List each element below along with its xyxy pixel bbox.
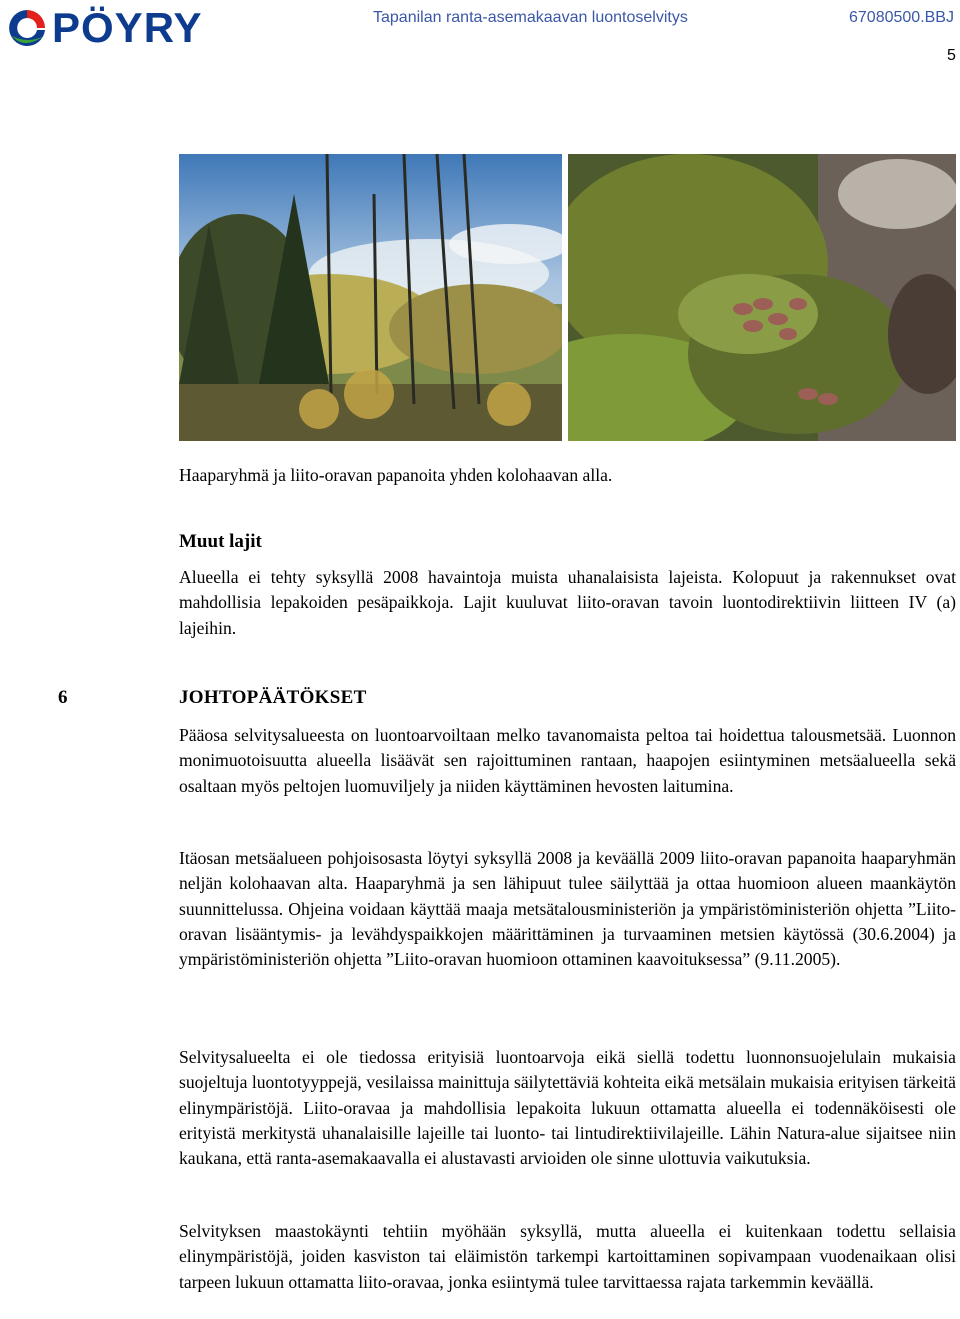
logo-swirl-icon bbox=[4, 6, 50, 50]
squirrel-droppings-photo bbox=[568, 154, 956, 441]
section-title: JOHTOPÄÄTÖKSET bbox=[179, 687, 367, 708]
page-header bbox=[0, 0, 960, 70]
logo-text: PÖYRY bbox=[52, 4, 203, 51]
figure-caption: Haaparyhmä ja liito-oravan papanoita yhden kolohaavan alla. bbox=[179, 465, 613, 485]
paragraph: Pääosa selvitysalueesta on luontoarvoiltaan melko tavanomaista peltoa tai hoidettua talousmetsää. Luonnon monimuotoisuutta alueella lisäävät sen rajoittuminen rantaan, haapojen esiintyminen metsäalueella sekä osaltaan myös peltojen luomuviljely ja niiden käyttäminen hevosten laitumina. bbox=[179, 725, 956, 796]
aspen-group-photo bbox=[179, 154, 562, 441]
subsection-title: Muut lajit bbox=[179, 531, 262, 552]
paragraph: Alueella ei tehty syksyllä 2008 havaintoja muista uhanalaisista lajeista. Kolopuut ja rakennukset ovat mahdollisia lepakoiden pesäpaikkoja. Lajit kuuluvat liito-oravan tavoin luontodirektiivin liitteen IV (a) lajeihin. bbox=[179, 567, 956, 638]
document-code: 67080500.BBJ bbox=[849, 9, 954, 26]
paragraph: Selvitysalueelta ei ole tiedossa erityisiä luontoarvoja eikä siellä todettu luonnonsuojelulain mukaisia suojeltuja luontotyyppejä, vesilaissa mainittuja säilytettäviä kohteita eikä metsälain mukaisia erityisen tärkeitä elinympäristöjä. Liito-oravaa ja mahdollisia lepakoita lukuun ottamatta alueella ei todennäköisesti ole erityistä merkitystä uhanalaisille lajeille tai luonto- tai lintudirektiivilajeille. Lähin Natura-alue sijaitsee niin kaukana, että ranta-asemakaavalla ei alustavasti arvioiden ole sinne ulottuvia vaikutuksia. bbox=[179, 1047, 956, 1169]
paragraph: Itäosan metsäalueen pohjoisosasta löytyi syksyllä 2008 ja keväällä 2009 liito-oravan papanoita haaparyhmän neljän kolohaavan alta. Haaparyhmä ja sen lähipuut tulee säilyttää ja ottaa huomioon alueen maankäytön suunnittelussa. Ohjeina voidaan käyttää maaja metsätalousministeriön ja ympäristöministeriön ohjetta ”Liito-oravan lisääntymis- ja levähdyspaikkojen määrittäminen ja turvaaminen metsien käytössä (30.6.2004) ja ympäristöministeriön ohjetta ”Liito-oravan huomioon ottaminen kaavoituksessa” (9.11.2005). bbox=[179, 848, 956, 970]
document-title: Tapanilan ranta-asemakaavan luontoselvitys bbox=[373, 9, 688, 26]
paragraph: Selvityksen maastokäynti tehtiin myöhään syksyllä, mutta alueella ei kuitenkaan todettu sellaisia elinympäristöjä, joiden kasviston tai eläimistön tarkempi kartoittaminen sopivampaan vuodenaikaan olisi tarpeen lukuun ottamatta liito-oravaa, jonka esiintymä tulee tarvittaessa rajata tarkemmin keväällä. bbox=[179, 1221, 956, 1292]
page-number: 5 bbox=[947, 47, 956, 64]
section-number: 6 bbox=[58, 687, 68, 708]
poyry-logo bbox=[4, 6, 244, 50]
